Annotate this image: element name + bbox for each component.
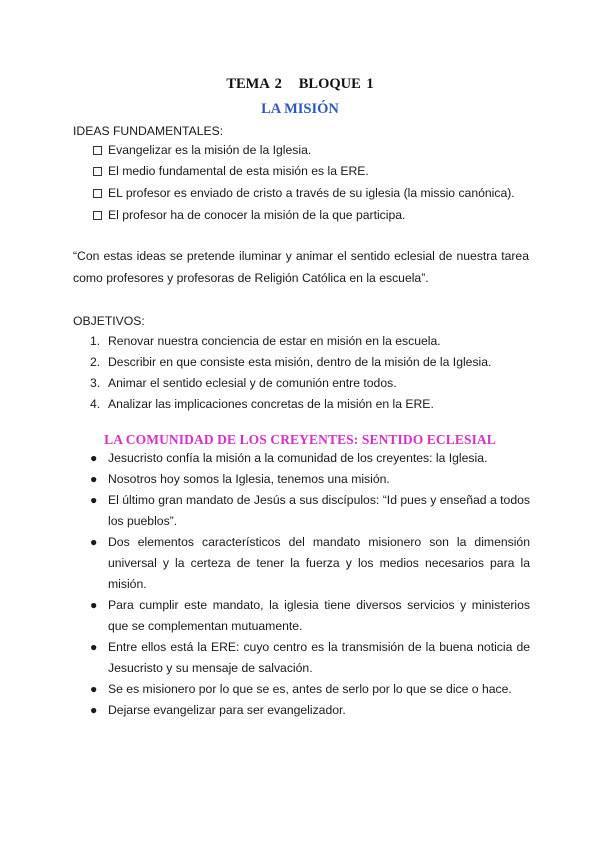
bullet-icon: ● bbox=[90, 682, 98, 696]
objetivos-label: OBJETIVOS: bbox=[73, 314, 145, 328]
bullet-item bbox=[90, 637, 530, 679]
quote-paragraph: “Con estas ideas se pretende iluminar y animar el sentido eclesial de nuestra tarea como profesores y profesoras de Religión Católica en la escuela”. bbox=[73, 249, 529, 285]
bullet-icon: ● bbox=[90, 640, 98, 654]
objetivo-item bbox=[90, 334, 441, 348]
ideas-label: IDEAS FUNDAMENTALES: bbox=[73, 124, 224, 138]
idea-item bbox=[93, 143, 311, 157]
bullet-text: Entre ellos está la ERE: cuyo centro es la transmisión de la buena noticia de Jesucristo y su mensaje de salvación. bbox=[108, 640, 530, 675]
objetivo-item bbox=[90, 376, 397, 390]
bullet-item bbox=[90, 679, 530, 700]
bullet-text: Dejarse evangelizar para ser evangelizador. bbox=[108, 703, 346, 717]
idea-item bbox=[93, 208, 405, 222]
idea-text: EL profesor es enviado de cristo a través de su iglesia (la missio canónica). bbox=[108, 186, 515, 200]
bullet-text: Jesucristo confía la misión a la comunidad de los creyentes: la Iglesia. bbox=[108, 451, 488, 465]
bullet-text: Para cumplir este mandato, la iglesia tiene diversos servicios y ministerios que se complementan mutuamente. bbox=[108, 598, 530, 633]
objetivo-item bbox=[90, 397, 434, 411]
objetivo-number: 3. bbox=[90, 376, 101, 390]
section-title: LA COMUNIDAD DE LOS CREYENTES: SENTIDO ECLESIAL bbox=[104, 432, 496, 447]
bullet-item bbox=[90, 469, 530, 490]
bullet-item bbox=[90, 490, 530, 532]
bullet-item bbox=[90, 532, 530, 595]
objetivo-number: 2. bbox=[90, 355, 101, 369]
bullet-text: El último gran mandato de Jesús a sus discípulos: “Id pues y enseñad a todos los pueblos”. bbox=[108, 493, 530, 528]
bullet-text: Nosotros hoy somos la Iglesia, tenemos una misión. bbox=[108, 472, 390, 486]
idea-text: El medio fundamental de esta misión es la ERE. bbox=[108, 164, 369, 178]
objetivo-text: Analizar las implicaciones concretas de la misión en la ERE. bbox=[108, 397, 434, 411]
bullet-item bbox=[90, 595, 530, 637]
checkbox-icon bbox=[93, 146, 102, 155]
checkbox-icon bbox=[93, 189, 102, 198]
idea-item bbox=[93, 164, 369, 178]
bullet-icon: ● bbox=[90, 598, 98, 612]
objetivo-number: 1. bbox=[90, 334, 101, 348]
bullet-icon: ● bbox=[90, 493, 98, 507]
objetivo-text: Animar el sentido eclesial y de comunión entre todos. bbox=[108, 376, 397, 390]
bullet-icon: ● bbox=[90, 703, 98, 717]
bullet-icon: ● bbox=[90, 472, 98, 486]
bullet-icon: ● bbox=[90, 451, 98, 465]
bullet-text: Se es misionero por lo que se es, antes de serlo por lo que se dice o hace. bbox=[108, 682, 512, 696]
objetivo-number: 4. bbox=[90, 397, 101, 411]
bullet-item bbox=[90, 700, 530, 721]
objetivo-text: Describir en que consiste esta misión, dentro de la misión de la Iglesia. bbox=[108, 355, 492, 369]
bullet-icon: ● bbox=[90, 535, 98, 549]
checkbox-icon bbox=[93, 211, 102, 220]
idea-text: El profesor ha de conocer la misión de la que participa. bbox=[108, 208, 406, 222]
bullet-item bbox=[90, 448, 530, 469]
idea-text: Evangelizar es la misión de la Iglesia. bbox=[108, 143, 312, 157]
objetivo-text: Renovar nuestra conciencia de estar en misión en la escuela. bbox=[108, 334, 441, 348]
objetivo-item bbox=[90, 355, 491, 369]
page-title: TEMA 2 BLOQUE 1 bbox=[226, 76, 374, 92]
bullet-text: Dos elementos característicos del mandato misionero son la dimensión universal y la certeza de tener la fuerza y los medios necesarios para la misión. bbox=[108, 535, 530, 591]
idea-item bbox=[93, 186, 515, 200]
checkbox-icon bbox=[93, 167, 102, 176]
page-subtitle: LA MISIÓN bbox=[261, 101, 339, 117]
